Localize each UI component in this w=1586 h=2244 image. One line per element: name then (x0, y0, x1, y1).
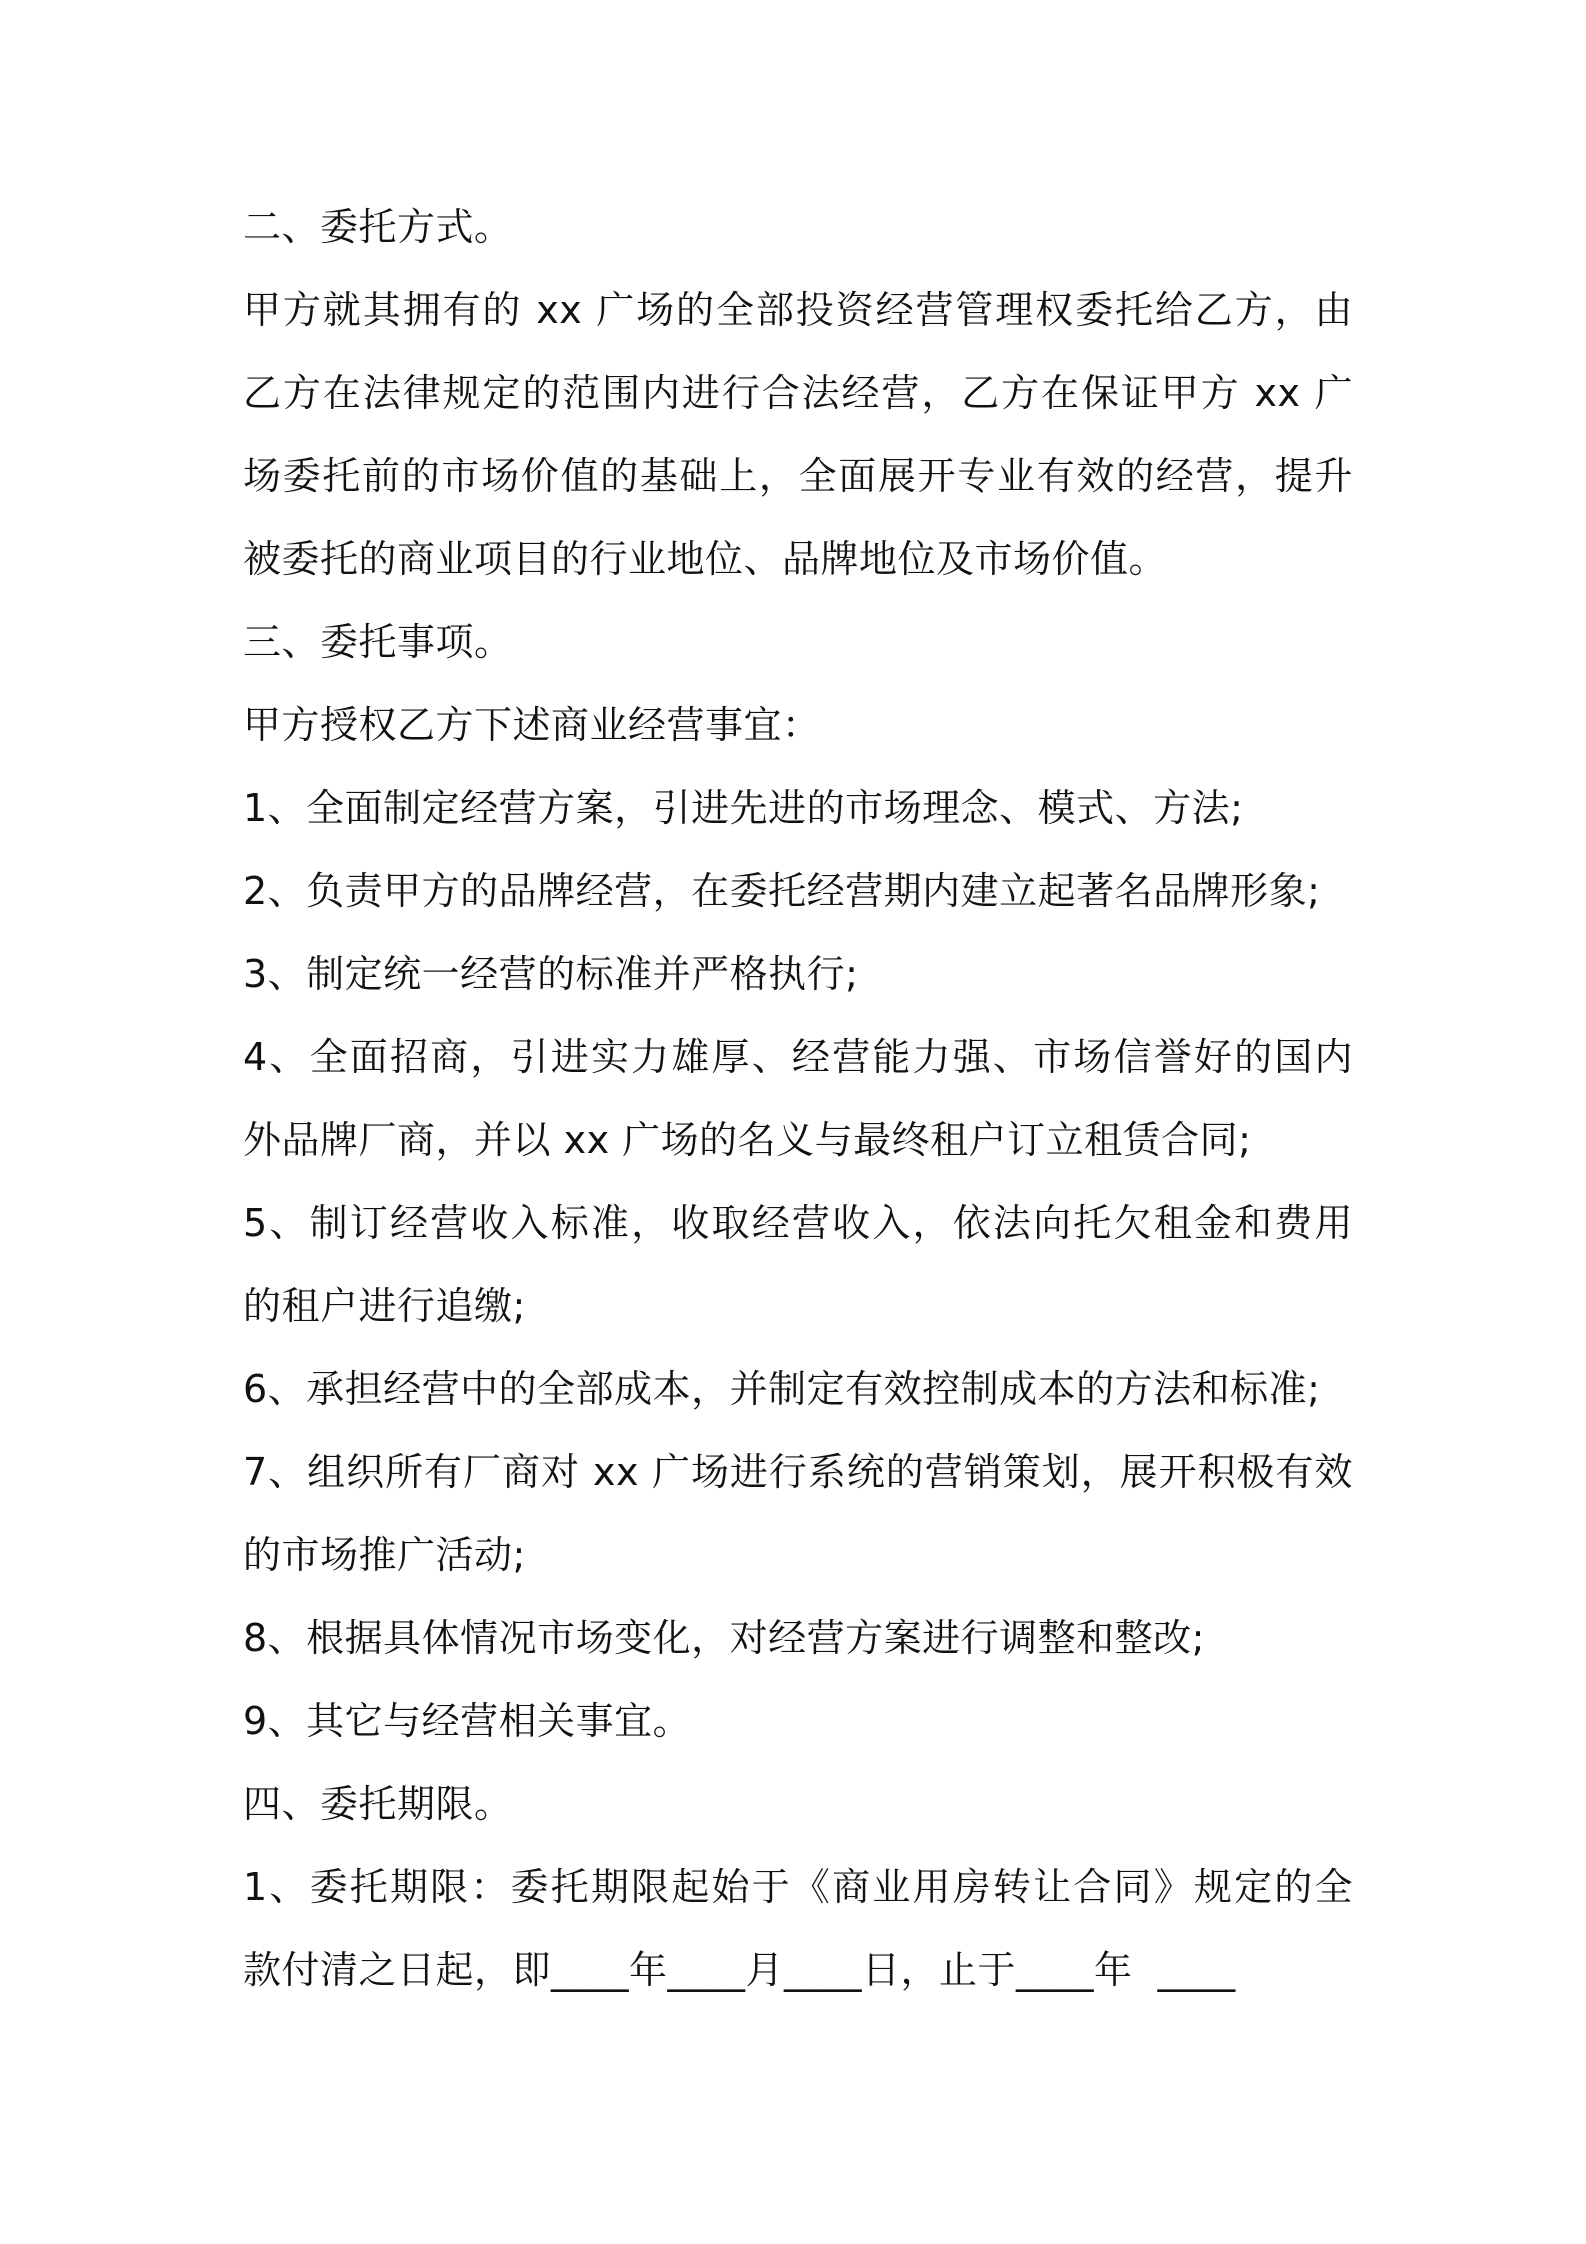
list-item-4-cont: 外品牌厂商，并以 xx 广场的名义与最终租户订立租赁合同; (243, 1118, 1252, 1162)
section-heading-2: 二、委托方式。 (243, 205, 513, 249)
list-item-3: 3、制定统一经营的标准并严格执行; (243, 952, 859, 996)
list-item-7: 7、组织所有厂商对 xx 广场进行系统的营销策划，展开积极有效 (243, 1450, 1353, 1494)
list-item-6: 6、承担经营中的全部成本，并制定有效控制成本的方法和标准; (243, 1367, 1321, 1411)
paragraph-line: 被委托的商业项目的行业地位、品牌地位及市场价值。 (243, 537, 1168, 581)
list-item-4: 4、全面招商，引进实力雄厚、经营能力强、市场信誉好的国内 (243, 1035, 1353, 1079)
term-line-1: 1、委托期限：委托期限起始于《商业用房转让合同》规定的全 (243, 1865, 1353, 1909)
list-item-1: 1、全面制定经营方案，引进先进的市场理念、模式、方法; (243, 786, 1244, 830)
list-item-5-cont: 的租户进行追缴; (243, 1284, 526, 1328)
paragraph-line: 甲方就其拥有的 xx 广场的全部投资经营管理权委托给乙方，由 (243, 288, 1353, 332)
document-page (243, 186, 1353, 2012)
term-line-2: 款付清之日起，即____年____月____日，止于____年 ____ (243, 1948, 1236, 1992)
section-heading-4: 四、委托期限。 (243, 1782, 513, 1826)
list-item-9: 9、其它与经营相关事宜。 (243, 1699, 692, 1743)
paragraph-line: 场委托前的市场价值的基础上，全面展开专业有效的经营，提升 (243, 454, 1353, 498)
list-item-5: 5、制订经营收入标准，收取经营收入，依法向托欠租金和费用 (243, 1201, 1353, 1245)
list-item-2: 2、负责甲方的品牌经营，在委托经营期内建立起著名品牌形象; (243, 869, 1321, 913)
paragraph-line: 乙方在法律规定的范围内进行合法经营，乙方在保证甲方 xx 广 (243, 371, 1353, 415)
list-item-8: 8、根据具体情况市场变化，对经营方案进行调整和整改; (243, 1616, 1205, 1660)
paragraph-line: 甲方授权乙方下述商业经营事宜： (243, 703, 821, 747)
list-item-7-cont: 的市场推广活动; (243, 1533, 526, 1577)
section-heading-3: 三、委托事项。 (243, 620, 513, 664)
